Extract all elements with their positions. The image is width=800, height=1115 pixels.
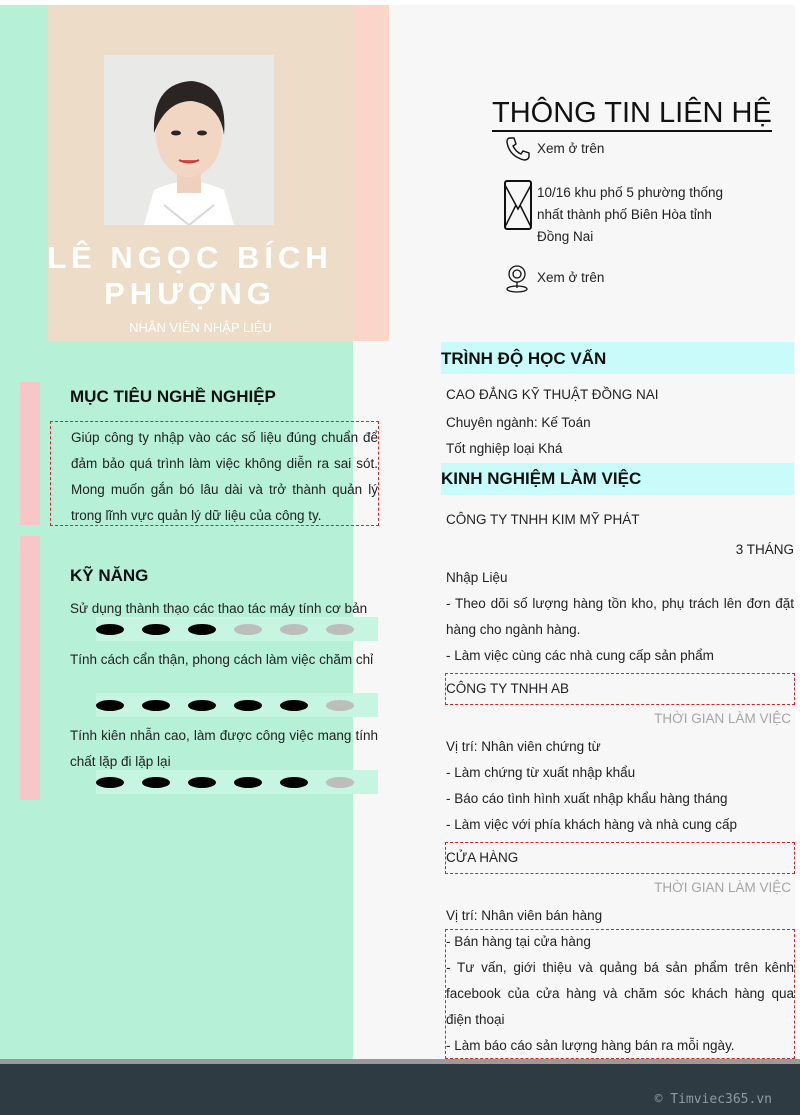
job-duty: - Làm chứng từ xuất nhập khẩu [446, 765, 636, 780]
skills-title: KỸ NĂNG [70, 566, 149, 585]
education-major: Chuyên ngành: Kế Toán [446, 415, 591, 430]
job-duty: - Tư vấn, giới thiệu và quảng bá sản phẩm trên kênh facebook của cửa hàng và chăm sóc khách hàng qua điện thoại [446, 960, 794, 1027]
skill-rating [96, 617, 378, 641]
skill-dot-filled [142, 624, 170, 635]
skill-dot-filled [188, 624, 216, 635]
skill-rating [96, 693, 378, 717]
objective-accent-bar [20, 382, 40, 525]
contact-title: THÔNG TIN LIÊN HỆ [492, 96, 772, 132]
job-duration: THỜI GIAN LÀM VIỆC [654, 711, 791, 726]
skill-dot-filled [188, 777, 216, 788]
header-accent-strip [353, 5, 389, 341]
job-company: CÔNG TY TNHH KIM MỸ PHÁT [446, 512, 640, 527]
job-duty: - Theo dõi số lượng hàng tồn kho, phụ trách lên đơn đặt hàng cho ngành hàng. [446, 596, 794, 637]
job-company: CÔNG TY TNHH AB [446, 681, 570, 696]
job-duty: - Báo cáo tình hình xuất nhập khẩu hàng tháng [446, 791, 728, 806]
job-duty: - Làm việc với phía khách hàng và nhà cung cấp [446, 817, 738, 832]
job-position: Vị trí: Nhân viên chứng từ [446, 739, 601, 754]
skill-dot-filled [280, 700, 308, 711]
contact-phone: Xem ở trên [537, 141, 605, 156]
job-duration: THỜI GIAN LÀM VIỆC [654, 880, 791, 895]
candidate-name: LÊ NGỌC BÍCH PHƯỢNG [47, 240, 333, 311]
contact-location: Xem ở trên [537, 270, 605, 285]
skill-dot-empty [280, 624, 308, 635]
skill-dot-empty [326, 700, 354, 711]
skill-dot-filled [96, 624, 124, 635]
skill-label: Tính kiên nhẫn cao, làm được công việc mang tính chất lặp đi lặp lại [70, 728, 378, 769]
job-duty: - Làm việc cùng các nhà cung cấp sản phẩm [446, 648, 714, 663]
education-school: CAO ĐẲNG KỸ THUẬT ĐỒNG NAI [446, 387, 659, 402]
skill-dot-filled [234, 777, 262, 788]
job-position: Nhập Liệu [446, 570, 508, 585]
job-company: CỬA HÀNG [446, 850, 519, 865]
footer-bar [0, 1064, 800, 1115]
skill-dot-filled [280, 777, 308, 788]
skill-dot-filled [96, 777, 124, 788]
objective-title: MỤC TIÊU NGHỀ NGHIỆP [70, 387, 276, 406]
skills-accent-bar [20, 536, 40, 800]
skill-label: Sử dụng thành thạo các thao tác máy tính cơ bản [70, 601, 368, 616]
education-grade: Tốt nghiệp loại Khá [446, 441, 563, 456]
education-title: TRÌNH ĐỘ HỌC VẤN [441, 349, 607, 368]
location-pin-icon [505, 264, 529, 294]
job-duty: - Làm báo cáo sản lượng hàng bán ra mỗi ngày. [446, 1038, 735, 1053]
job-title: NHÂN VIÊN NHẬP LIỆU [129, 320, 272, 335]
experience-title: KINH NGHIỆM LÀM VIỆC [441, 469, 642, 488]
footer-credit: © Timviec365.vn [654, 1092, 772, 1107]
job-duty: - Bán hàng tại cửa hàng [446, 934, 591, 949]
objective-text: Giúp công ty nhập vào các số liệu đúng chuẩn để đảm bảo quá trình làm việc không diễn ra sai sót. Mong muốn gắn bó lâu dài và trở thành quản lý trong lĩnh vực quản lý dữ liệu của công ty. [50, 421, 379, 526]
skill-rating [96, 770, 378, 794]
skill-dot-filled [142, 777, 170, 788]
skill-dot-filled [142, 700, 170, 711]
skill-dot-filled [96, 700, 124, 711]
phone-icon [505, 136, 531, 162]
job-duration: 3 THÁNG [735, 542, 794, 557]
skill-dot-filled [188, 700, 216, 711]
skill-dot-empty [234, 624, 262, 635]
skill-dot-filled [234, 700, 262, 711]
skill-dot-empty [326, 624, 354, 635]
contact-address: 10/16 khu phố 5 phường thống nhất thành phố Biên Hòa tỉnh Đồng Nai [537, 185, 724, 244]
skill-label: Tính cách cẩn thận, phong cách làm việc chăm chỉ [70, 652, 374, 667]
mail-icon [503, 179, 533, 231]
profile-photo [104, 55, 274, 225]
skill-dot-empty [326, 777, 354, 788]
job-position: Vị trí: Nhân viên bán hàng [446, 908, 603, 923]
